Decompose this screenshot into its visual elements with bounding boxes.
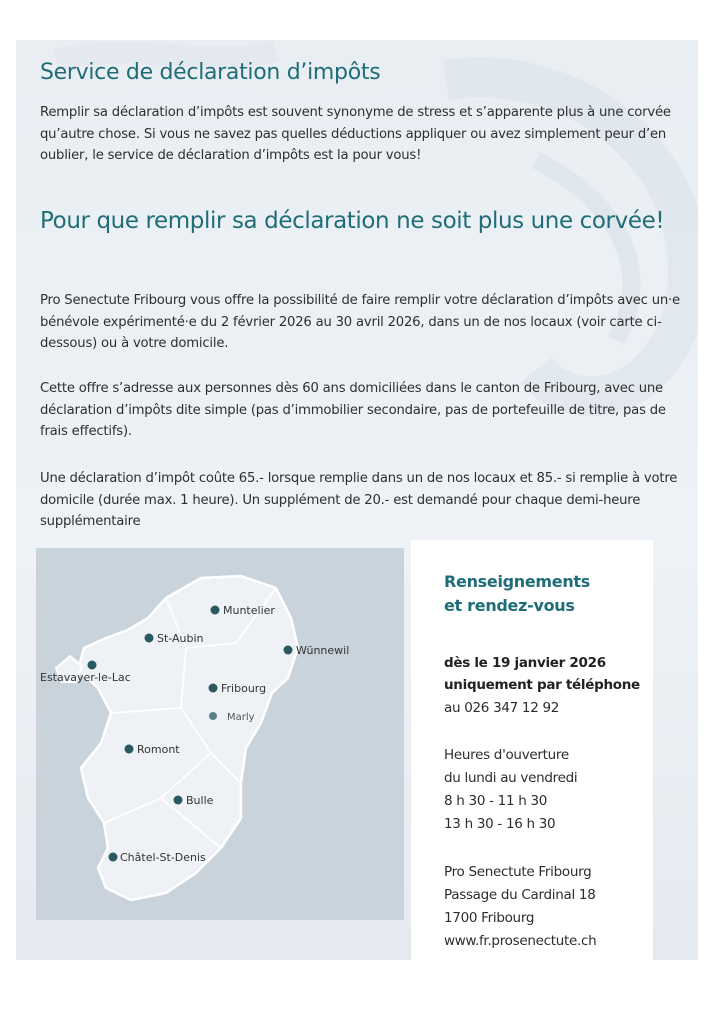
phone-number: au 026 347 12 92	[444, 700, 560, 716]
city-label-marly: Marly	[227, 712, 255, 723]
contact-heading	[444, 570, 590, 618]
city-dot-wunnewil	[284, 646, 293, 655]
section-heading: Pour que remplir sa déclaration ne soit plus une corvée!	[40, 208, 665, 234]
website-link[interactable]: www.fr.prosenectute.ch	[444, 933, 597, 949]
city-label-chatel-st-denis: Châtel-St-Denis	[120, 851, 206, 864]
city-label-muntelier: Muntelier	[223, 604, 275, 617]
offer-paragraph: Pro Senectute Fribourg vous offre la possibilité de faire remplir votre déclaration d’impôts avec un·e bénévole expérimenté·e du 2 février 2026 au 30 avril 2026, dans un de nos locaux (voir carte ci-dessous) ou à votre domicile.	[40, 293, 680, 351]
registration-date: dès le 19 janvier 2026	[444, 655, 606, 671]
hours-morning: 8 h 30 - 11 h 30	[444, 793, 548, 809]
canton-map	[36, 548, 404, 920]
page-title: Service de déclaration d’impôts	[40, 60, 381, 85]
pricing-paragraph: Une déclaration d’impôt coûte 65.- lorsque remplie dans un de nos locaux et 85.- si remplie à votre domicile (durée max. 1 heure). Un supplément de 20.- est demandé pour chaque demi-heure supplémentaire	[40, 471, 678, 529]
city-dot-bulle	[174, 796, 183, 805]
intro-paragraph: Remplir sa déclaration d’impôts est souvent synonyme de stress et s’apparente plus à une corvée qu’autre chose. Si vous ne savez pas quelles déductions appliquer ou avez simplement peur d’en oublier, le service de déclaration d’impôts est la pour vous!	[40, 105, 671, 163]
contact-heading-line2: et rendez-vous	[444, 596, 575, 615]
city-dot-muntelier	[211, 606, 220, 615]
phone-only-note: uniquement par téléphone	[444, 677, 640, 693]
contact-heading-line1: Renseignements	[444, 572, 591, 591]
city-dot-chatel-st-denis	[109, 853, 118, 862]
city-label-st-aubin: St-Aubin	[157, 632, 204, 645]
street-address: Passage du Cardinal 18	[444, 887, 596, 903]
city-dot-st-aubin	[145, 634, 154, 643]
hours-afternoon: 13 h 30 - 16 h 30	[444, 816, 556, 832]
city-dot-fribourg	[209, 684, 218, 693]
city-dot-estavayer	[88, 661, 97, 670]
city-dot-marly	[209, 712, 217, 720]
org-name: Pro Senectute Fribourg	[444, 864, 592, 880]
city-label-estavayer: Estavayer-le-Lac	[40, 671, 131, 684]
opening-days: du lundi au vendredi	[444, 770, 578, 786]
eligibility-paragraph: Cette offre s’adresse aux personnes dès 60 ans domiciliées dans le canton de Fribourg, avec une déclaration d’impôts dite simple (pas d’immobilier secondaire, pas de portefeuille de titre, pas de frais effectifs).	[40, 381, 666, 439]
city-label-wunnewil: Wünnewil	[296, 644, 350, 657]
city-label-bulle: Bulle	[186, 794, 214, 807]
city-dot-romont	[125, 745, 134, 754]
contact-info-box	[411, 540, 653, 960]
city-label-romont: Romont	[137, 743, 180, 756]
city-address: 1700 Fribourg	[444, 910, 535, 926]
opening-hours-title: Heures d'ouverture	[444, 747, 569, 763]
city-label-fribourg: Fribourg	[221, 682, 267, 695]
